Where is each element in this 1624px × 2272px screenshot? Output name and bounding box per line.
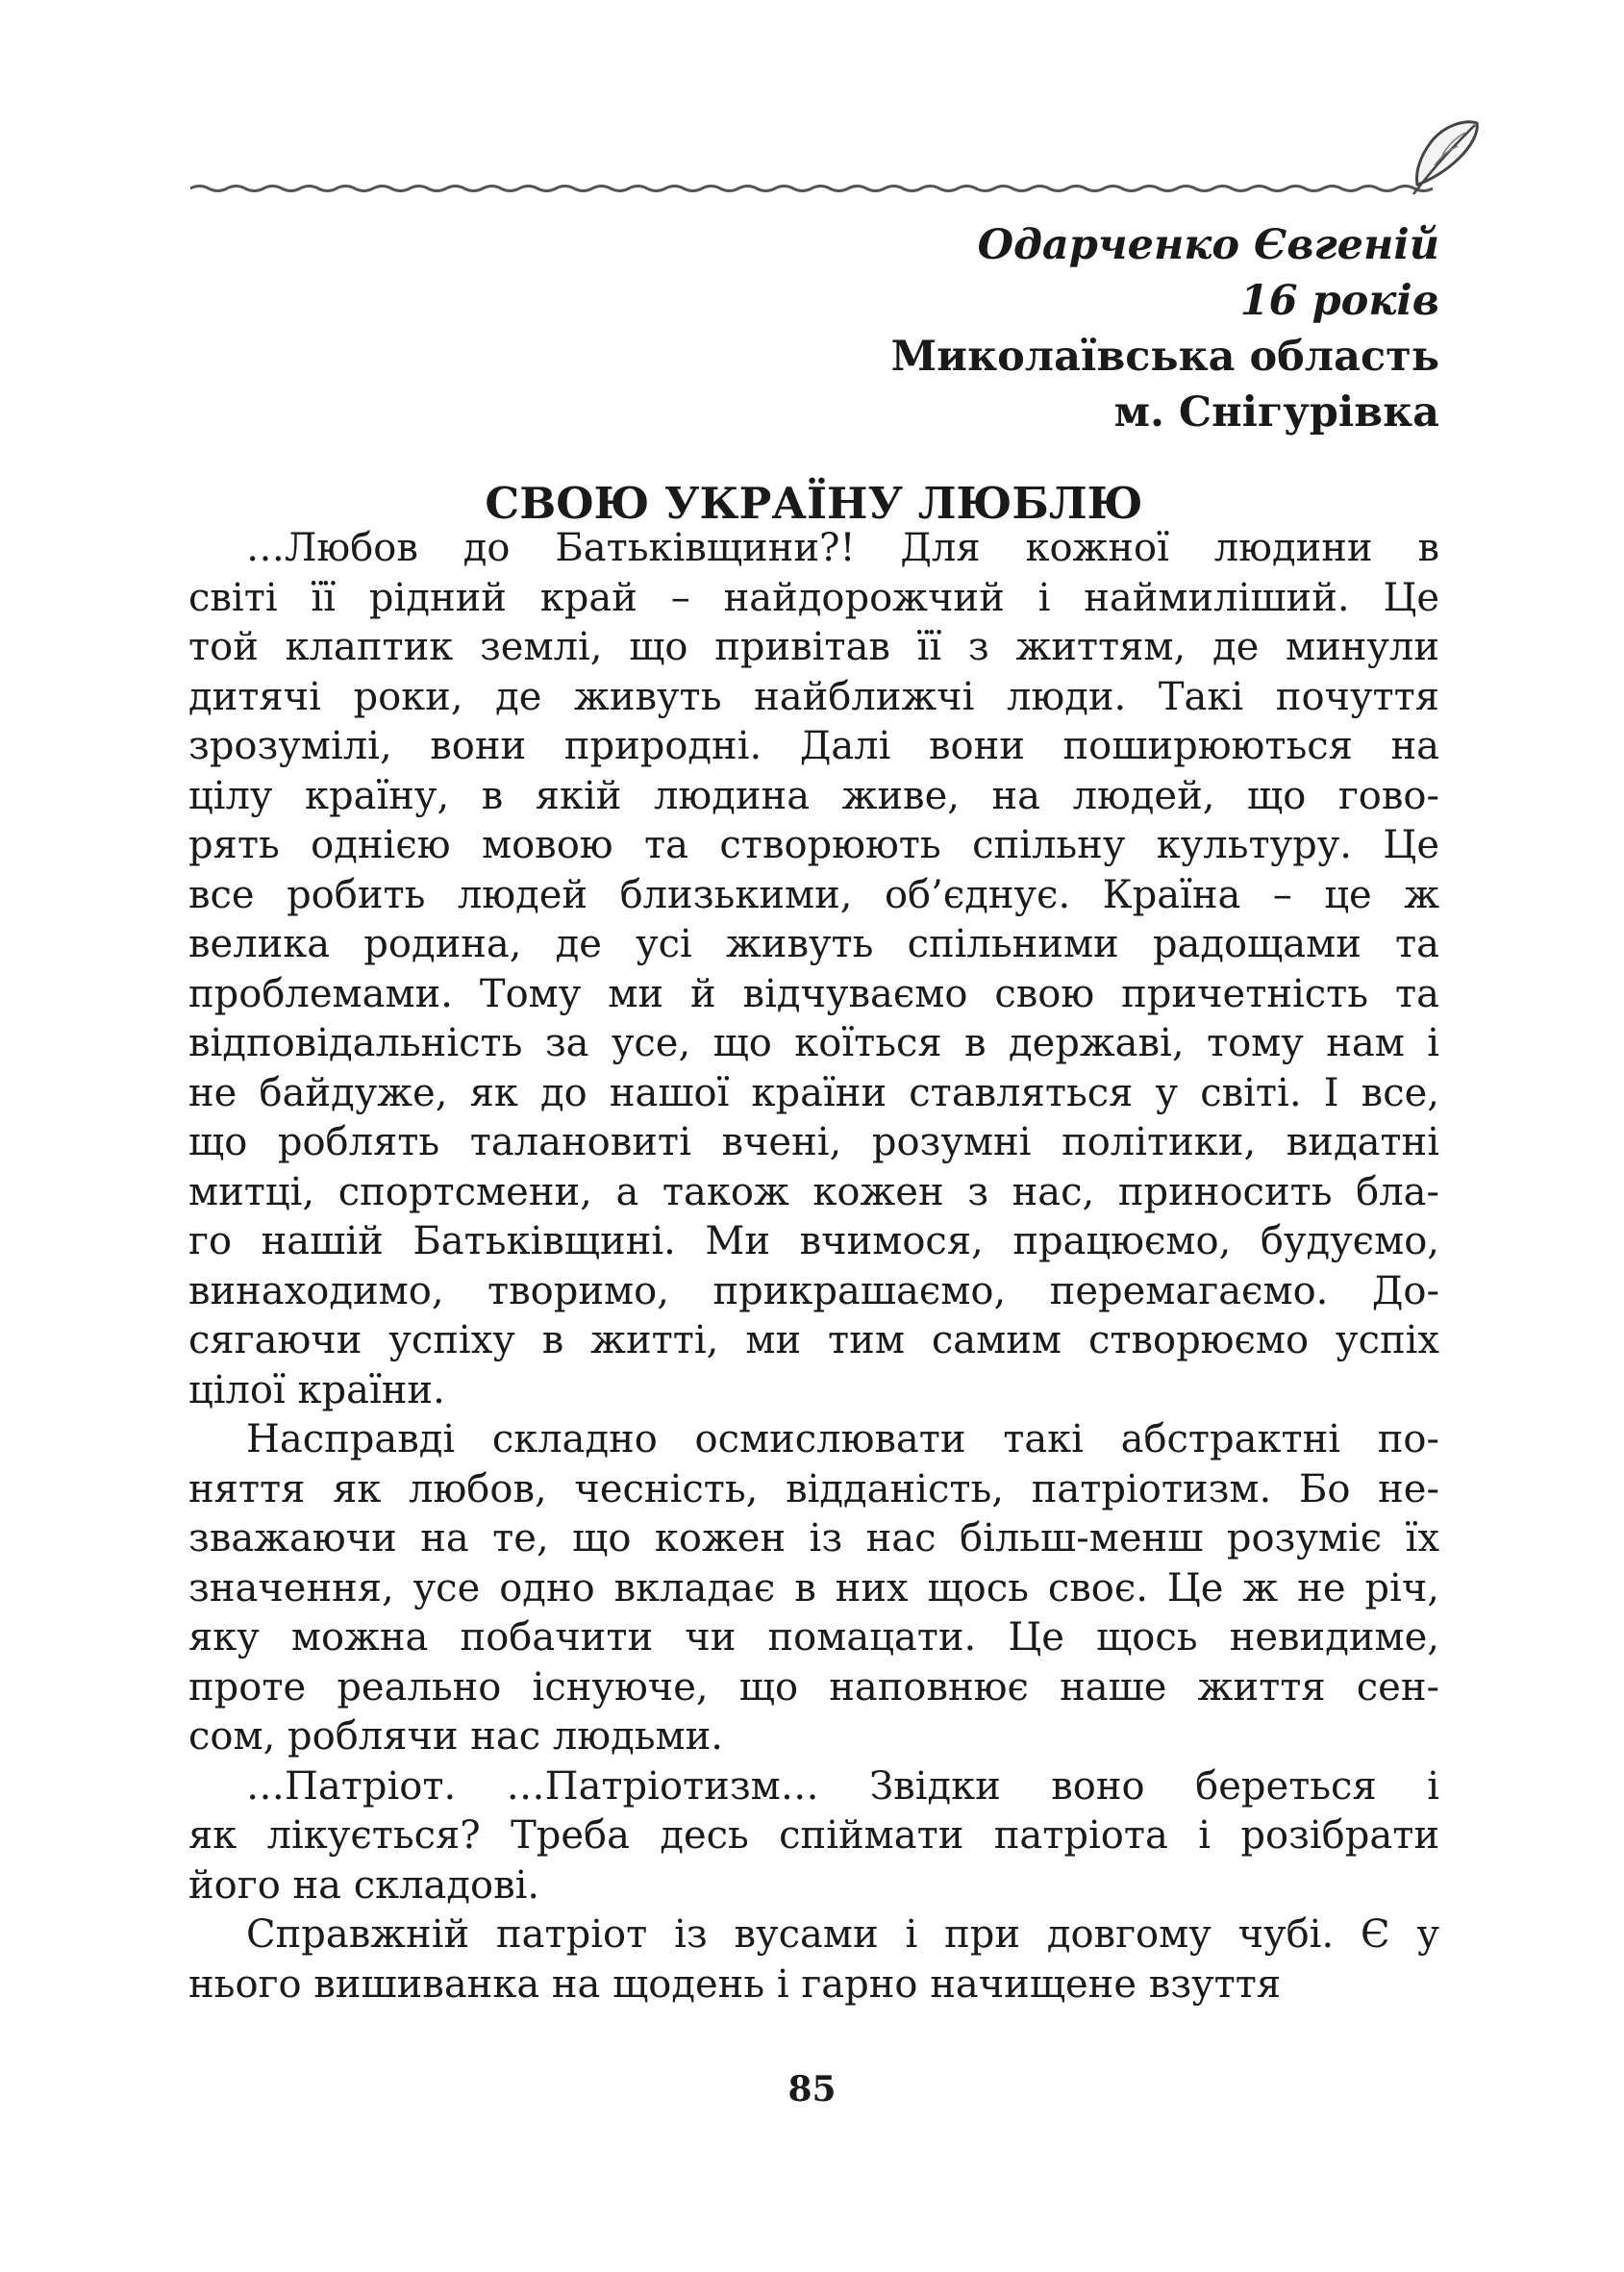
text-line: зрозумілі, вони природні. Далі вони поширюються на [188,724,1439,768]
author-name: Одарченко Євгеній [977,221,1439,269]
author-city: м. Снігурівка [1113,388,1439,437]
text-line: дитячі роки, де живуть найближчі люди. Такі почуття [188,674,1439,719]
paragraph [188,1762,1439,1911]
text-line: го нашій Батьківщині. Ми вчимося, працюємо, будуємо, [188,1219,1439,1263]
text-line: значення, усе одно вкладає в них щось своє. Це ж не річ, [188,1565,1439,1610]
text-line: все робить людей близькими, об’єднує. Країна – це ж [188,872,1439,917]
text-line: яку можна побачити чи помацати. Це щось невидиме, [188,1615,1439,1660]
text-line: сягаючи успіху в житті, ми тим самим створюємо успіх [188,1318,1439,1362]
header-ornament [188,113,1496,210]
text-line: цілу країну, в якій людина живе, на людей, що гово- [188,773,1439,818]
text-line: проблемами. Тому ми й відчуваємо свою причетність та [188,971,1439,1016]
author-region: Миколаївська область [890,333,1439,381]
text-line: відповідальність за усе, що коїться в державі, тому нам і [188,1021,1439,1065]
author-age: 16 років [1239,277,1439,325]
text-line: Насправді складно осмислювати такі абстрактні по- [246,1417,1439,1461]
paragraph [188,524,1439,1415]
text-line: нього вишиванка на щодень і гарно начищене взуття [188,1961,1282,2007]
text-line: няття як любов, чесність, відданість, патріотизм. Бо не- [188,1466,1439,1511]
text-line: сом, роблячи нас людьми. [188,1714,724,1759]
page-number: 85 [787,2069,837,2110]
wave-line-icon [190,187,1433,191]
quill-feather-icon [1413,122,1477,194]
essay-title: СВОЮ УКРАЇНУ ЛЮБЛЮ [485,478,1143,529]
text-line: велика родина, де усі живуть спільними радощами та [188,922,1439,966]
paragraph [188,1910,1439,2010]
text-line: що роблять талановиті вчені, розумні політики, видатні [188,1120,1439,1164]
text-line: проте реально існуюче, що наповнює наше життя сен- [188,1664,1439,1710]
text-line: рять однією мовою та створюють спільну культуру. Це [188,823,1439,867]
text-line: не байдуже, як до нашої країни ставляться у світі. І все, [188,1070,1439,1115]
text-line: цілої країни. [188,1367,445,1412]
paragraph [188,1415,1439,1762]
text-line: світі її рідний край – найдорожчий і наймиліший. Це [188,575,1439,620]
text-line: як лікується? Треба десь спіймати патріота і розібрати [188,1813,1439,1858]
text-line: зважаючи на те, що кожен із нас більш-менш розуміє їх [188,1516,1439,1560]
essay-body [188,524,1439,2010]
text-line: …Любов до Батьківщини?! Для кожної людини в [246,526,1439,570]
text-line: винаходимо, творимо, прикрашаємо, перемагаємо. До- [188,1268,1439,1313]
text-line: його на складові. [188,1862,540,1908]
author-block [891,217,1439,440]
text-line: той клаптик землі, що привітав її з життям, де минули [188,625,1439,669]
text-line: митці, спортсмени, а також кожен з нас, приносить бла- [188,1169,1439,1214]
text-line: …Патріот. …Патріотизм… Звідки воно береться і [246,1763,1439,1809]
text-line: Справжній патріот із вусами і при довгому чубі. Є у [246,1912,1439,1957]
